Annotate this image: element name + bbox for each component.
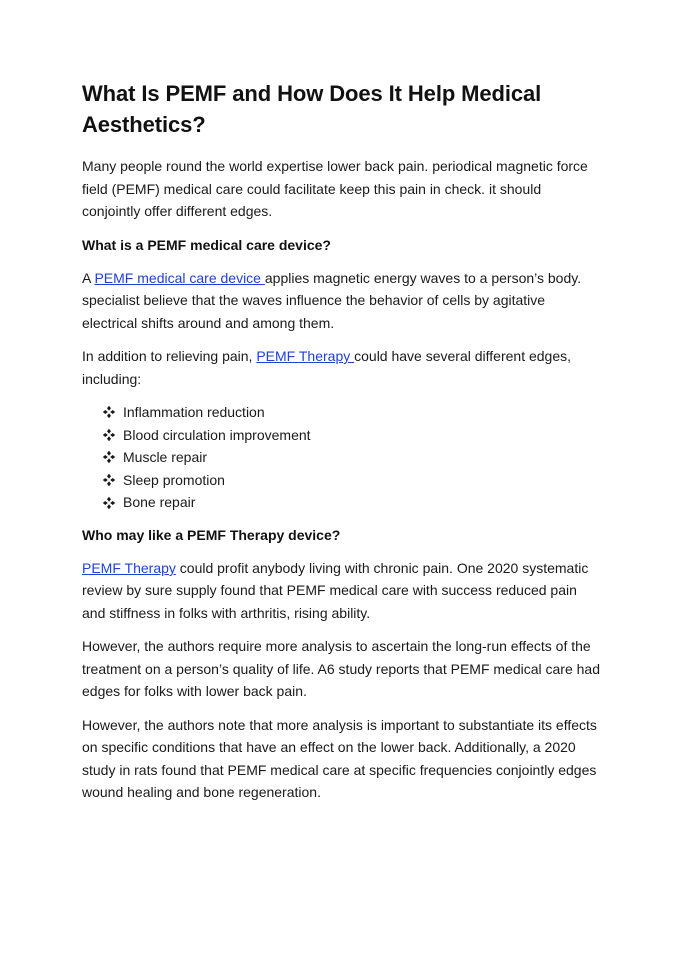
intro-paragraph: Many people round the world expertise lower back pain. periodical magnetic force field (PEMF) medical care could facilitate keep this pain in check. it should conjointly offer different edges.	[82, 158, 588, 219]
who-paragraph-post: could profit anybody living with chronic pain. One 2020 systematic review by sure supply found that PEMF medical care with success reduced pain and stiffness in folks with arthritis, rising ability.	[82, 559, 589, 621]
list-item	[102, 424, 602, 447]
pemf-therapy-link-2[interactable]: PEMF Therapy	[82, 559, 176, 576]
pemf-therapy-link[interactable]: PEMF Therapy	[256, 348, 355, 364]
conclusion-paragraph: However, the authors note that more analysis is important to substantiate its effects on specific conditions that have an effect on the lower back. Additionally, a 2020 study in rats found that PEMF medical care at specific frequencies conjointly edges wound healing and bone regeneration.	[82, 716, 597, 801]
list-item-text: Bone repair	[123, 494, 196, 511]
analysis-paragraph: However, the authors require more analysis to ascertain the long-run effects of the treatment on a person’s quality of life. A6 study reports that PEMF medical care had edges for folks with lower back pain.	[82, 638, 601, 700]
list-item-text: Inflammation reduction	[123, 404, 265, 420]
page-title: What Is PEMF and How Does It Help Medical Aesthetics?	[82, 81, 542, 137]
diamond-bullet-icon	[102, 428, 116, 442]
diamond-bullet-icon	[102, 473, 116, 487]
pemf-device-link[interactable]: PEMF medical care device	[94, 269, 265, 286]
list-item	[102, 469, 602, 492]
device-paragraph-post: applies magnetic energy waves to a person’s body. specialist believe that the waves influence the behavior of cells by agitative electrical shifts around and among them.	[82, 269, 582, 331]
who-paragraph	[82, 557, 602, 625]
benefits-list	[82, 401, 602, 514]
list-item-text: Sleep promotion	[123, 471, 225, 488]
section-heading-who: Who may like a PEMF Therapy device?	[82, 526, 341, 543]
diamond-bullet-icon	[102, 496, 116, 510]
benefits-paragraph-pre: In addition to relieving pain,	[82, 348, 257, 364]
list-item	[102, 401, 602, 424]
device-paragraph-pre: A	[82, 269, 95, 286]
benefits-paragraph	[82, 345, 602, 390]
list-item	[102, 491, 602, 514]
list-item-text: Muscle repair	[123, 449, 208, 466]
benefits-paragraph-post: could have several different edges, including:	[82, 348, 572, 387]
device-paragraph	[82, 267, 602, 335]
diamond-bullet-icon	[102, 405, 116, 419]
list-item	[102, 446, 602, 469]
section-heading-device: What is a PEMF medical care device?	[82, 236, 331, 253]
document-page	[82, 78, 602, 815]
diamond-bullet-icon	[102, 450, 116, 464]
list-item-text: Blood circulation improvement	[123, 426, 311, 443]
